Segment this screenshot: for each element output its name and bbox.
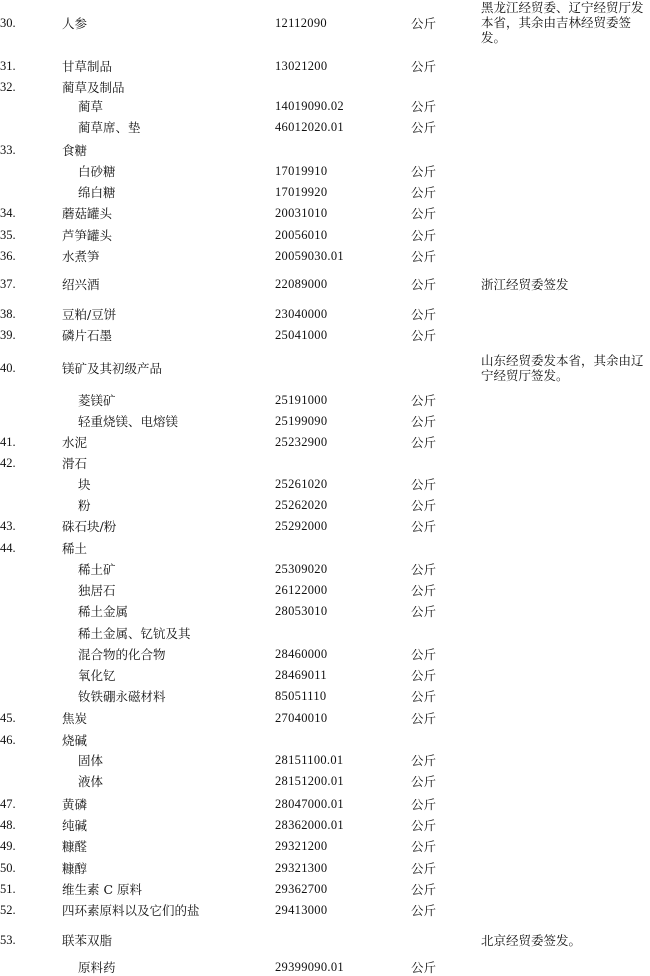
item-name: 独居石 [78,583,116,598]
hs-code: 29413000 [275,903,328,917]
unit: 公斤 [411,711,437,726]
hs-code: 28053010 [275,604,328,618]
unit: 公斤 [411,16,437,31]
row-number: 42. [0,456,16,470]
item-name: 糠醇 [62,861,88,876]
item-name: 烧碱 [62,733,88,748]
row-number: 44. [0,541,16,555]
item-name: 黄磷 [62,797,88,812]
unit: 公斤 [411,477,437,492]
item-name: 混合物的化合物 [78,647,166,662]
unit: 公斤 [411,753,437,768]
note: 北京经贸委签发。 [481,933,582,948]
item-name: 蘑菇罐头 [62,206,113,221]
unit: 公斤 [411,59,437,74]
unit: 公斤 [411,774,437,789]
item-name: 水煮笋 [62,249,100,264]
item-name: 蔺草及制品 [62,80,125,95]
item-name: 硃石块/粉 [62,519,117,534]
item-name: 液体 [78,774,104,789]
row-number: 47. [0,797,16,811]
note: 浙江经贸委签发 [481,277,569,292]
unit: 公斤 [411,861,437,876]
unit: 公斤 [411,668,437,683]
unit: 公斤 [411,960,437,975]
hs-code: 17019920 [275,185,328,199]
hs-code: 22089000 [275,277,328,291]
unit: 公斤 [411,519,437,534]
hs-code: 25262020 [275,498,328,512]
row-number: 50. [0,861,16,875]
hs-code: 23040000 [275,307,328,321]
unit: 公斤 [411,277,437,292]
hs-code: 28047000.01 [275,797,344,811]
unit: 公斤 [411,164,437,179]
row-number: 41. [0,435,16,449]
item-name: 蔺草 [78,99,104,114]
hs-code: 26122000 [275,583,328,597]
item-name: 纯碱 [62,818,88,833]
hs-code: 28151100.01 [275,753,344,767]
row-number: 39. [0,328,16,342]
unit: 公斤 [411,414,437,429]
item-name: 稀土 [62,541,88,556]
item-name: 绵白糖 [78,185,116,200]
unit: 公斤 [411,120,437,135]
row-number: 43. [0,519,16,533]
row-number: 30. [0,16,16,30]
item-name: 芦笋罐头 [62,228,113,243]
hs-code: 14019090.02 [275,99,344,113]
hs-code: 29321300 [275,861,328,875]
hs-code: 25041000 [275,328,328,342]
hs-code: 29321200 [275,839,328,853]
unit: 公斤 [411,185,437,200]
item-name: 滑石 [62,456,88,471]
unit: 公斤 [411,903,437,918]
hs-code: 17019910 [275,164,328,178]
row-number: 37. [0,277,16,291]
item-name: 蔺草席、垫 [78,120,141,135]
item-name: 原料药 [78,960,116,975]
unit: 公斤 [411,328,437,343]
row-number: 46. [0,733,16,747]
unit: 公斤 [411,839,437,854]
row-number: 40. [0,361,16,375]
unit: 公斤 [411,228,437,243]
item-name: 白砂糖 [78,164,116,179]
unit: 公斤 [411,307,437,322]
hs-code: 46012020.01 [275,120,344,134]
row-number: 51. [0,882,16,896]
row-number: 52. [0,903,16,917]
row-number: 45. [0,711,16,725]
unit: 公斤 [411,647,437,662]
item-name: 维生素 C 原料 [62,882,143,897]
hs-code: 28362000.01 [275,818,344,832]
item-name: 块 [78,477,91,492]
item-name: 粉 [78,498,91,513]
item-name: 四环素原料以及它们的盐 [62,903,200,918]
unit: 公斤 [411,393,437,408]
item-name: 菱镁矿 [78,393,116,408]
hs-code: 25199090 [275,414,328,428]
row-number: 35. [0,228,16,242]
unit: 公斤 [411,435,437,450]
unit: 公斤 [411,604,437,619]
unit: 公斤 [411,206,437,221]
item-name: 轻重烧镁、电熔镁 [78,414,179,429]
hs-code: 20056010 [275,228,328,242]
hs-code: 25261020 [275,477,328,491]
unit: 公斤 [411,797,437,812]
hs-code: 12112090 [275,16,327,30]
note: 黑龙江经贸委、辽宁经贸厅发本省，其余由吉林经贸委签发。 [481,0,644,45]
unit: 公斤 [411,249,437,264]
unit: 公斤 [411,689,437,704]
item-name: 镁矿及其初级产品 [62,361,163,376]
row-number: 48. [0,818,16,832]
item-name: 绍兴酒 [62,277,100,292]
item-name: 氧化钇 [78,668,116,683]
hs-code: 29399090.01 [275,960,344,974]
item-name: 豆粕/豆饼 [62,307,117,322]
unit: 公斤 [411,818,437,833]
hs-code: 13021200 [275,59,328,73]
unit: 公斤 [411,882,437,897]
item-name: 甘草制品 [62,59,113,74]
hs-code: 25232900 [275,435,328,449]
item-name: 钕铁硼永磁材料 [78,689,166,704]
item-name: 焦炭 [62,711,88,726]
hs-code: 28469011 [275,668,327,682]
hs-code: 28460000 [275,647,328,661]
item-name: 固体 [78,753,104,768]
item-name: 稀土金属 [78,604,129,619]
row-number: 33. [0,143,16,157]
item-name: 食糖 [62,143,88,158]
unit: 公斤 [411,562,437,577]
row-number: 34. [0,206,16,220]
row-number: 32. [0,80,16,94]
hs-code: 28151200.01 [275,774,344,788]
unit: 公斤 [411,498,437,513]
item-name: 稀土金属、钇钪及其 [78,626,191,641]
row-number: 49. [0,839,16,853]
hs-code: 29362700 [275,882,328,896]
hs-code: 85051110 [275,689,327,703]
item-name: 糠醛 [62,839,88,854]
hs-code: 27040010 [275,711,328,725]
row-number: 31. [0,59,16,73]
row-number: 53. [0,933,16,947]
hs-code: 25191000 [275,393,328,407]
hs-code: 20059030.01 [275,249,344,263]
unit: 公斤 [411,583,437,598]
item-name: 联苯双脂 [62,933,113,948]
row-number: 36. [0,249,16,263]
item-name: 稀土矿 [78,562,116,577]
hs-code: 20031010 [275,206,328,220]
item-name: 水泥 [62,435,88,450]
hs-code: 25309020 [275,562,328,576]
note: 山东经贸委发本省，其余由辽宁经贸厅签发。 [481,353,644,383]
item-name: 磷片石墨 [62,328,113,343]
row-number: 38. [0,307,16,321]
item-name: 人参 [62,16,88,31]
hs-code: 25292000 [275,519,328,533]
unit: 公斤 [411,99,437,114]
